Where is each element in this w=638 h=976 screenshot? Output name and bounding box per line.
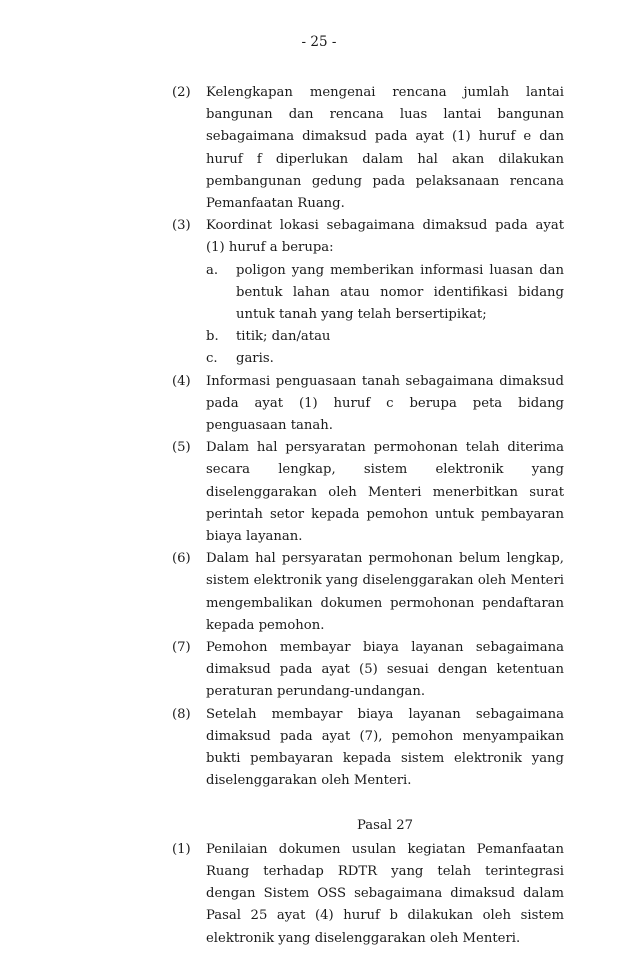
ayat-number: (5) xyxy=(172,440,191,456)
ayat-text: Pemohon membayar biaya layanan sebagaimana dimaksud pada ayat (5) sesuai dengan ketentuan peraturan perundang-undangan. xyxy=(206,640,564,700)
ayat-2 xyxy=(172,82,564,215)
ayat-text: Setelah membayar biaya layanan sebagaimana dimaksud pada ayat (7), pemohon menyampaikan bukti pembayaran kepada sistem elektronik yang diselenggarakan oleh Menteri. xyxy=(206,706,564,789)
huruf-a xyxy=(206,260,564,327)
ayat-number: (2) xyxy=(172,85,191,100)
ayat-7 xyxy=(172,637,564,704)
ayat-8 xyxy=(172,704,564,793)
ayat-6 xyxy=(172,548,564,637)
ayat-text: Koordinat lokasi sebagaimana dimaksud pada ayat (1) huruf a berupa: xyxy=(206,218,564,256)
ayat-4 xyxy=(172,371,564,438)
ayat-3 xyxy=(172,215,564,370)
ayat-number: (7) xyxy=(172,640,191,656)
document-body xyxy=(172,82,564,950)
ayat-text: Penilaian dokumen usulan kegiatan Pemanfaatan Ruang terhadap RDTR yang telah terintegrasi dengan Sistem OSS sebagaimana dimaksud dalam Pasal 25 ayat (4) huruf b dilakukan oleh sistem elektronik yang diselenggarakan oleh Menteri. xyxy=(206,841,564,946)
huruf-text: poligon yang memberikan informasi luasan dan bentuk lahan atau nomor identifikasi bidang untuk tanah yang telah bersertipikat; xyxy=(236,262,564,323)
pasal-heading: Pasal 27 xyxy=(357,817,413,833)
ayat-text: Informasi penguasaan tanah sebagaimana dimaksud pada ayat (1) huruf c berupa peta bidang penguasaan tanah. xyxy=(206,373,564,434)
huruf-c xyxy=(206,348,564,370)
pasal-27-ayat-1 xyxy=(172,839,564,950)
ayat-text: Dalam hal persyaratan permohonan telah diterima secara lengkap, sistem elektronik yang diselenggarakan oleh Menteri menerbitkan surat perintah setor kepada pemohon untuk pembayaran biaya layanan. xyxy=(206,440,564,545)
ayat-number: (3) xyxy=(172,218,191,234)
ayat-5 xyxy=(172,437,564,548)
ayat-text: Kelengkapan mengenai rencana jumlah lantai bangunan dan rencana luas lantai bangunan sebagaimana dimaksud pada ayat (1) huruf e dan huruf f diperlukan dalam hal akan dilakukan pembangunan gedung pada pelaksanaan rencana Pemanfaatan Ruang. xyxy=(206,85,564,212)
ayat-number: (8) xyxy=(172,706,191,722)
ayat-number: (1) xyxy=(172,841,191,857)
ayat-text: Dalam hal persyaratan permohonan belum lengkap, sistem elektronik yang diselenggarakan oleh Menteri mengembalikan dokumen permohonan pendaftaran kepada pemohon. xyxy=(206,551,564,633)
huruf-text: garis. xyxy=(236,351,274,367)
huruf-text: titik; dan/atau xyxy=(236,329,331,345)
page-number: - 25 - xyxy=(301,34,337,50)
huruf-b xyxy=(206,326,564,348)
huruf-letter: b. xyxy=(206,329,219,345)
huruf-letter: c. xyxy=(206,351,218,367)
ayat-number: (4) xyxy=(172,373,191,389)
ayat-number: (6) xyxy=(172,551,191,567)
huruf-letter: a. xyxy=(206,262,219,278)
